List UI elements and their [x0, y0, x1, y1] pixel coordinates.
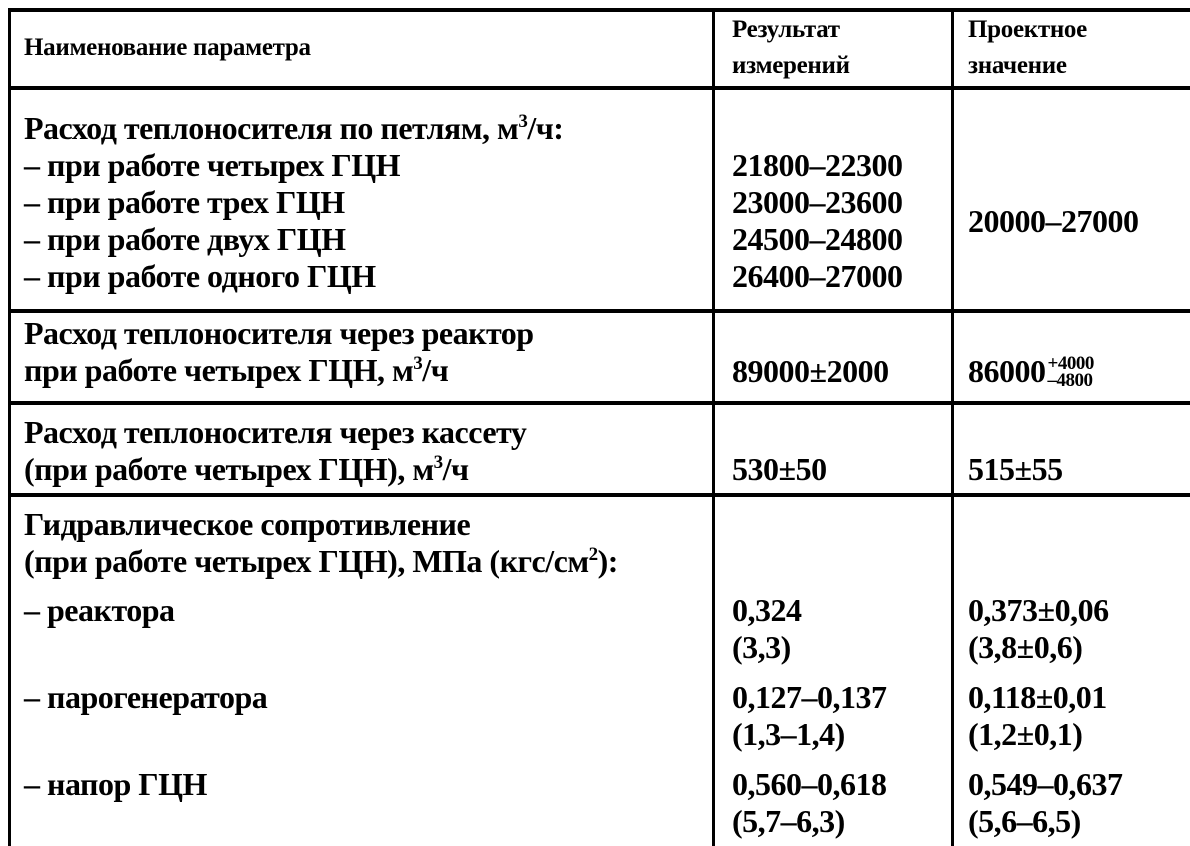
header-parameter-name: Наименование параметра — [24, 34, 311, 61]
row-cassette-flow-design: 515±55 — [968, 451, 1063, 487]
row-cassette-flow-measured: 530±50 — [732, 451, 827, 487]
row1-bottom-rule — [8, 309, 1190, 313]
row-loop-flow-measured: 21800–22300 23000–23600 24500–24800 26400–27000 — [732, 147, 903, 294]
header-bottom-rule — [8, 86, 1190, 90]
list-item: – реактора — [24, 592, 175, 628]
list-item: – при работе одного ГЦН — [24, 258, 376, 294]
parameters-table — [8, 8, 1190, 846]
row-steam-generator-resistance-design: 0,118±0,01 (1,2±0,1) — [968, 679, 1107, 752]
column-divider-1 — [712, 8, 715, 846]
row2-bottom-rule — [8, 401, 1190, 405]
row-steam-generator-resistance-measured: 0,127–0,137 (1,3–1,4) — [732, 679, 887, 752]
list-item: – при работе трех ГЦН — [24, 184, 345, 220]
row-pump-head-measured: 0,560–0,618 (5,7–6,3) — [732, 766, 887, 839]
header-design-value: Проектное значение — [968, 16, 1087, 79]
list-item: – при работе двух ГЦН — [24, 221, 346, 257]
tolerance-fraction: +4000 –4800 — [1047, 352, 1094, 391]
row-loop-flow-design: 20000–27000 — [968, 203, 1139, 239]
list-item: – напор ГЦН — [24, 766, 207, 802]
row-hydraulic-resistance-title: Гидравлическое сопротивление (при работе четырех ГЦН), МПа $(кгс/см^2)$: — [24, 506, 618, 579]
row-reactor-flow-measured: 89000±2000 — [732, 353, 889, 389]
column-divider-2 — [951, 8, 954, 846]
row-reactor-flow-parameter: Расход теплоносителя через реактор при работе четырех ГЦН, $м^3/ч$ — [24, 315, 534, 388]
list-item: – парогенератора — [24, 679, 268, 715]
row3-bottom-rule — [8, 493, 1190, 497]
row-reactor-flow-design: 86000 +4000 –4800 — [968, 352, 1094, 391]
row-reactor-resistance-measured: 0,324 (3,3) — [732, 592, 802, 665]
row-title: Расход теплоносителя по петлям, $м^3/ч$: — [24, 110, 564, 146]
header-measured-result: Результат измерений — [732, 16, 850, 79]
row-reactor-resistance-design: 0,373±0,06 (3,8±0,6) — [968, 592, 1109, 665]
row-cassette-flow-parameter: Расход теплоносителя через кассету (при работе четырех ГЦН), $м^3/ч$ — [24, 414, 527, 487]
row-loop-flow-parameter — [24, 110, 563, 295]
row-pump-head-design: 0,549–0,637 (5,6–6,5) — [968, 766, 1123, 839]
table-left-rule — [8, 8, 11, 846]
list-item: – при работе четырех ГЦН — [24, 147, 400, 183]
